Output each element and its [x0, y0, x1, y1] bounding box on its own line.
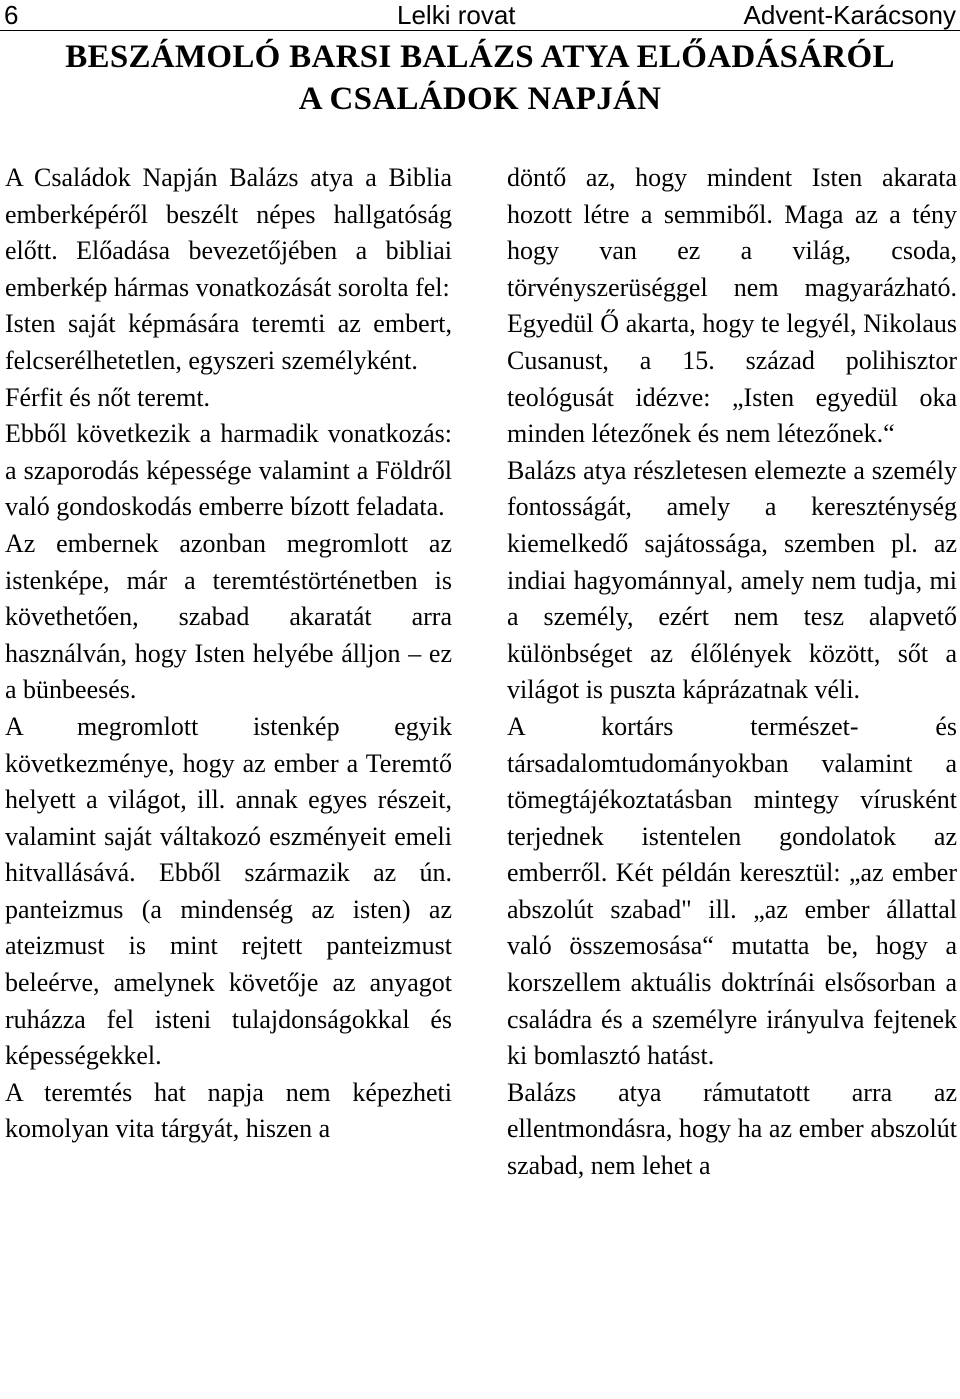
right-column	[507, 160, 957, 1185]
article-title	[0, 36, 960, 120]
paragraph: Balázs atya részletesen elemezte a személy fontosságát, amely a kereszténység kiemelkedő sajátossága, szemben pl. az indiai hagyománnyal, amely nem tudja, mi a személy, ezért nem tesz alapvető különbséget az élőlények között, sőt a világot is puszta káprázatnak véli.	[507, 455, 957, 705]
title-line-1: BESZÁMOLÓ BARSI BALÁZS ATYA ELŐADÁSÁRÓL	[65, 39, 895, 75]
paragraph: A teremtés hat napja nem képezheti komolyan vita tárgyát, hiszen a	[5, 1077, 452, 1144]
paragraph: döntő az, hogy mindent Isten akarata hozott létre a semmiből. Maga az a tény hogy van ez a világ, csoda, törvényszerüséggel nem magyarázható. Egyedül Ő akarta, hogy te legyél, Nikolaus Cusanust, a 15. század polihisztor teológusát idézve: „Isten egyedül oka minden létezőnek és nem létezőnek.“	[507, 163, 957, 449]
paragraph: Ebből következik a harmadik vonatkozás: a szaporodás képessége valamint a Földről való gondoskodás emberre bízott feladata.	[5, 419, 452, 522]
section-name: Lelki rovat	[397, 0, 516, 30]
paragraph: Férfit és nőt teremt.	[5, 382, 211, 412]
title-line-2: A CSALÁDOK NAPJÁN	[298, 81, 662, 117]
paragraph: A megromlott istenkép egyik következménye, hogy az ember a Teremtő helyett a világot, ill. annak egyes részeit, valamint saját váltakozó eszményeit emeli hitvallásává. Ebből származik az ún. panteizmus (a mindenség az isten) az ateizmust is mint rejtett panteizmust beleérve, amelynek követője az anyagot ruházza fel isteni tulajdonságokkal és képességekkel.	[5, 711, 452, 1071]
page-number: 6	[4, 0, 19, 30]
issue-name: Advent-Karácsony	[743, 0, 956, 30]
running-header	[0, 0, 960, 31]
left-column	[5, 160, 452, 1148]
paragraph: A kortárs természet- és társadalomtudományokban valamint a tömegtájékoztatásban mintegy vírusként terjednek istentelen gondolatok az emberről. Két példán keresztül: „az ember abszolút szabad" ill. „az ember állattal való összemosása“ mutatta be, hogy a korszellem aktuális doktrínái elsősorban a családra és a személyre irányulva fejtenek ki bomlasztó hatást.	[507, 711, 957, 1071]
paragraph: A Családok Napján Balázs atya a Biblia emberképéről beszélt népes hallgatóság előtt. Előadása bevezetőjében a bibliai emberkép hármas vonatkozását sorolta fel:	[5, 163, 452, 302]
paragraph: Az embernek azonban megromlott az istenképe, már a teremtéstörténetben is követhetően, szabad akaratát arra használván, hogy Isten helyébe álljon – ez a bünbeesés.	[5, 528, 452, 705]
paragraph: Isten saját képmására teremti az embert, felcserélhetetlen, egyszeri személyként.	[5, 309, 452, 375]
paragraph: Balázs atya rámutatott arra az ellentmondásra, hogy ha az ember abszolút szabad, nem lehet a	[507, 1077, 957, 1181]
